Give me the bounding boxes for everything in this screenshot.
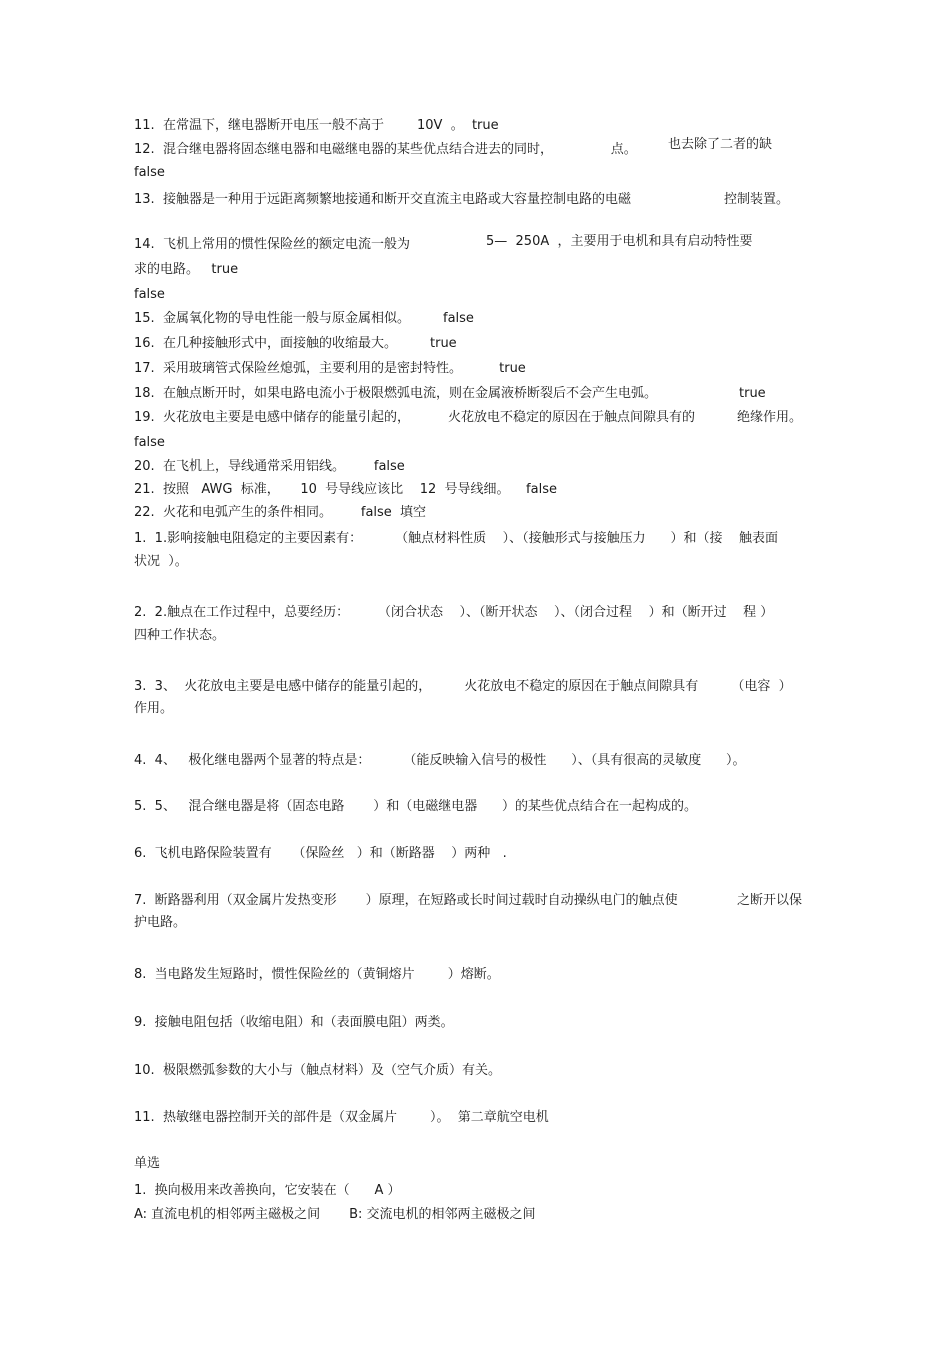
fill-item-7-cont: 护电路。	[134, 915, 187, 930]
fill-item-5: 5. 5、 混合继电器是将（固态电路 ）和（电磁继电器 ）的某些优点结合在一起构成的。	[134, 799, 698, 814]
fill-item-2-cont: 四种工作状态。	[134, 628, 226, 643]
fill-item-7-tail: 之断开以保	[737, 893, 803, 908]
tf-item-12-answer: false	[134, 165, 165, 180]
fill-item-1-cont: 状况 ）。	[134, 554, 188, 569]
fill-item-9: 9. 接触电阻包括（收缩电阻）和（表面膜电阻）两类。	[134, 1015, 454, 1030]
fill-item-3-cont: 作用。	[134, 701, 174, 716]
tf-item-14-answer: false	[134, 287, 165, 302]
section-heading-single-choice: 单选	[134, 1156, 161, 1171]
fill-item-3: 3. 3、 火花放电主要是电感中储存的能量引起的， 火花放电不稳定的原因在于触点间隙具有 （电容 ）	[134, 679, 792, 694]
tf-item-19: 19. 火花放电主要是电感中储存的能量引起的，	[134, 410, 410, 425]
tf-item-12: 12. 混合继电器将固态继电器和电磁继电器的某些优点结合进去的同时， 点。	[134, 142, 637, 157]
tf-item-14-cont: 求的电路。 true	[134, 262, 239, 277]
tf-item-21: 21. 按照 AWG 标准， 10 号导线应该比 12 号导线细。 false	[134, 482, 557, 497]
fill-item-8: 8. 当电路发生短路时，惯性保险丝的（黄铜熔片 ）熔断。	[134, 967, 500, 982]
tf-item-14: 14. 飞机上常用的惯性保险丝的额定电流一般为	[134, 237, 410, 252]
tf-item-13: 13. 接触器是一种用于远距离频繁地接通和断开交直流主电路或大容量控制电路的电磁	[134, 192, 631, 207]
tf-item-18: 18. 在触点断开时，如果电路电流小于极限燃弧电流，则在金属液桥断裂后不会产生电弧。	[134, 386, 657, 401]
mc-item-1-options: A: 直流电机的相邻两主磁极之间 B: 交流电机的相邻两主磁极之间	[134, 1207, 536, 1222]
tf-item-22: 22. 火花和电弧产生的条件相同。 false 填空	[134, 505, 427, 520]
fill-item-4: 4. 4、 极化继电器两个显著的特点是： （能反映输入信号的极性 ）、（具有很高的灵敏度 ）。	[134, 753, 746, 768]
fill-item-11: 11. 热敏继电器控制开关的部件是（双金属片 ）。 第二章航空电机	[134, 1110, 549, 1125]
tf-item-17: 17. 采用玻璃管式保险丝熄弧，主要利用的是密封特性。 true	[134, 361, 526, 376]
tf-item-11: 11. 在常温下，继电器断开电压一般不高于 10V 。 true	[134, 118, 499, 133]
tf-item-14-tail: 5— 250A ，主要用于电机和具有启动特性要	[486, 234, 753, 249]
tf-item-12-fragment: 也去除了二者的缺	[668, 137, 773, 152]
tf-item-16: 16. 在几种接触形式中，面接触的收缩最大。 true	[134, 336, 457, 351]
tf-item-19-tail: 绝缘作用。	[737, 410, 803, 425]
fill-item-7: 7. 断路器利用（双金属片发热变形 ）原理，在短路或长时间过载时自动操纵电门的触点使	[134, 893, 678, 908]
tf-item-13-tail: 控制装置。	[724, 192, 790, 207]
fill-item-10: 10. 极限燃弧参数的大小与（触点材料）及（空气介质）有关。	[134, 1063, 501, 1078]
fill-item-2: 2. 2.触点在工作过程中，总要经历： （闭合状态 ）、（断开状态 ）、（闭合过程 ）和（断开过 程 ）	[134, 605, 774, 620]
tf-item-18-answer: true	[739, 386, 766, 401]
tf-item-15: 15. 金属氧化物的导电性能一般与原金属相似。 false	[134, 311, 474, 326]
tf-item-19-mid: 火花放电不稳定的原因在于触点间隙具有的	[448, 410, 696, 425]
fill-item-1: 1. 1.影响接触电阻稳定的主要因素有： （触点材料性质 ）、（接触形式与接触压力 ）和（接 触表面	[134, 531, 778, 546]
mc-item-1: 1. 换向极用来改善换向，它安装在（ A ）	[134, 1183, 401, 1198]
tf-item-20: 20. 在飞机上，导线通常采用铝线。 false	[134, 459, 405, 474]
tf-item-19-answer: false	[134, 435, 165, 450]
fill-item-6: 6. 飞机电路保险装置有 （保险丝 ）和（断路器 ）两种 .	[134, 846, 507, 861]
